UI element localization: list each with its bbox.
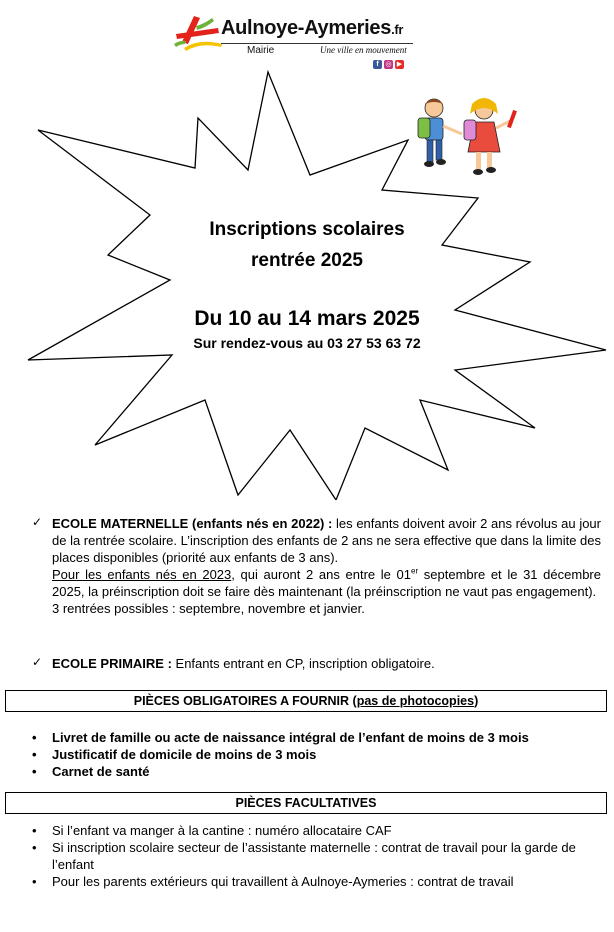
maternelle-text-1: les enfants doivent avoir 2 ans révolus au jour de la rentrée scolaire. L’inscription des enfants de 2 ans ne sera effective que dans la limite des places disponibles (priorité aux enfants de 3 ans). — [52, 516, 601, 565]
kids-walking-illustration — [412, 94, 530, 182]
bullet-icon: • — [32, 730, 37, 745]
maternelle-text-2a: , qui auront 2 ans entre le 01 — [231, 567, 411, 582]
maternelle-text-2b: septembre et le 31 décembre 2025, la préinscription doit se faire dès maintenant (la préinscription ne vaut pas engagement). — [52, 567, 601, 599]
primaire-section — [52, 655, 601, 672]
maternelle-text-3: 3 rentrées possibles : septembre, novembre et janvier. — [52, 601, 365, 616]
optional-documents-list — [32, 822, 602, 890]
maternelle-heading: ECOLE MATERNELLE (enfants nés en 2022) : — [52, 516, 333, 531]
appointment-phone: Sur rendez-vous au 03 27 53 63 72 — [193, 335, 421, 351]
logo-divider — [221, 43, 413, 44]
checkmark-icon: ✓ — [32, 515, 43, 529]
bullet-icon: • — [32, 764, 37, 779]
list-item: • Si l’enfant va manger à la cantine : numéro allocataire CAF — [32, 823, 392, 838]
bullet-icon: • — [32, 874, 37, 889]
list-item: • Pour les parents extérieurs qui travaillent à Aulnoye-Aymeries : contrat de travail — [32, 874, 514, 889]
primaire-text: Enfants entrant en CP, inscription obligatoire. — [171, 656, 435, 671]
mandatory-documents-header: PIÈCES OBLIGATOIRES A FOURNIR (pas de photocopies) — [5, 690, 607, 712]
registration-dates: Du 10 au 14 mars 2025 — [194, 307, 420, 330]
logo-wordmark: Aulnoye-Aymeries.fr — [221, 17, 404, 39]
ordinal-sup: er — [411, 566, 419, 576]
primaire-heading: ECOLE PRIMAIRE : — [52, 656, 172, 671]
maternelle-section — [52, 515, 601, 617]
optional-documents-header: PIÈCES FACULTATIVES — [5, 792, 607, 814]
logo-slogan: Une ville en mouvement — [320, 45, 407, 55]
logo-tld: .fr — [391, 22, 404, 37]
mandatory-documents-list — [32, 729, 602, 780]
instagram-icon[interactable]: ◎ — [385, 61, 392, 68]
logo-mairie: Mairie — [247, 45, 275, 56]
facebook-icon[interactable]: f — [373, 60, 382, 69]
list-item: • Livret de famille ou acte de naissance intégral de l’enfant de moins de 3 mois — [32, 730, 529, 745]
title-line-1: Inscriptions scolaires — [209, 219, 405, 240]
title-line-2: rentrée 2025 — [251, 250, 363, 271]
bullet-icon: • — [32, 823, 37, 838]
social-icons — [373, 60, 404, 70]
city-logo-icon — [174, 14, 228, 54]
no-photocopies-note: pas de photocopies — [356, 694, 475, 708]
list-item: • Carnet de santé — [32, 764, 150, 779]
bullet-icon: • — [32, 747, 37, 762]
maternelle-2023-underlined: Pour les enfants nés en 2023 — [52, 567, 232, 582]
youtube-icon[interactable]: ▶ — [396, 61, 403, 68]
checkmark-icon: ✓ — [32, 655, 43, 669]
bullet-icon: • — [32, 840, 37, 855]
list-item: • Justificatif de domicile de moins de 3 mois — [32, 747, 317, 762]
list-item: • Si inscription scolaire secteur de l’assistante maternelle : contrat de travail pour la garde de l’enfant — [32, 840, 576, 872]
